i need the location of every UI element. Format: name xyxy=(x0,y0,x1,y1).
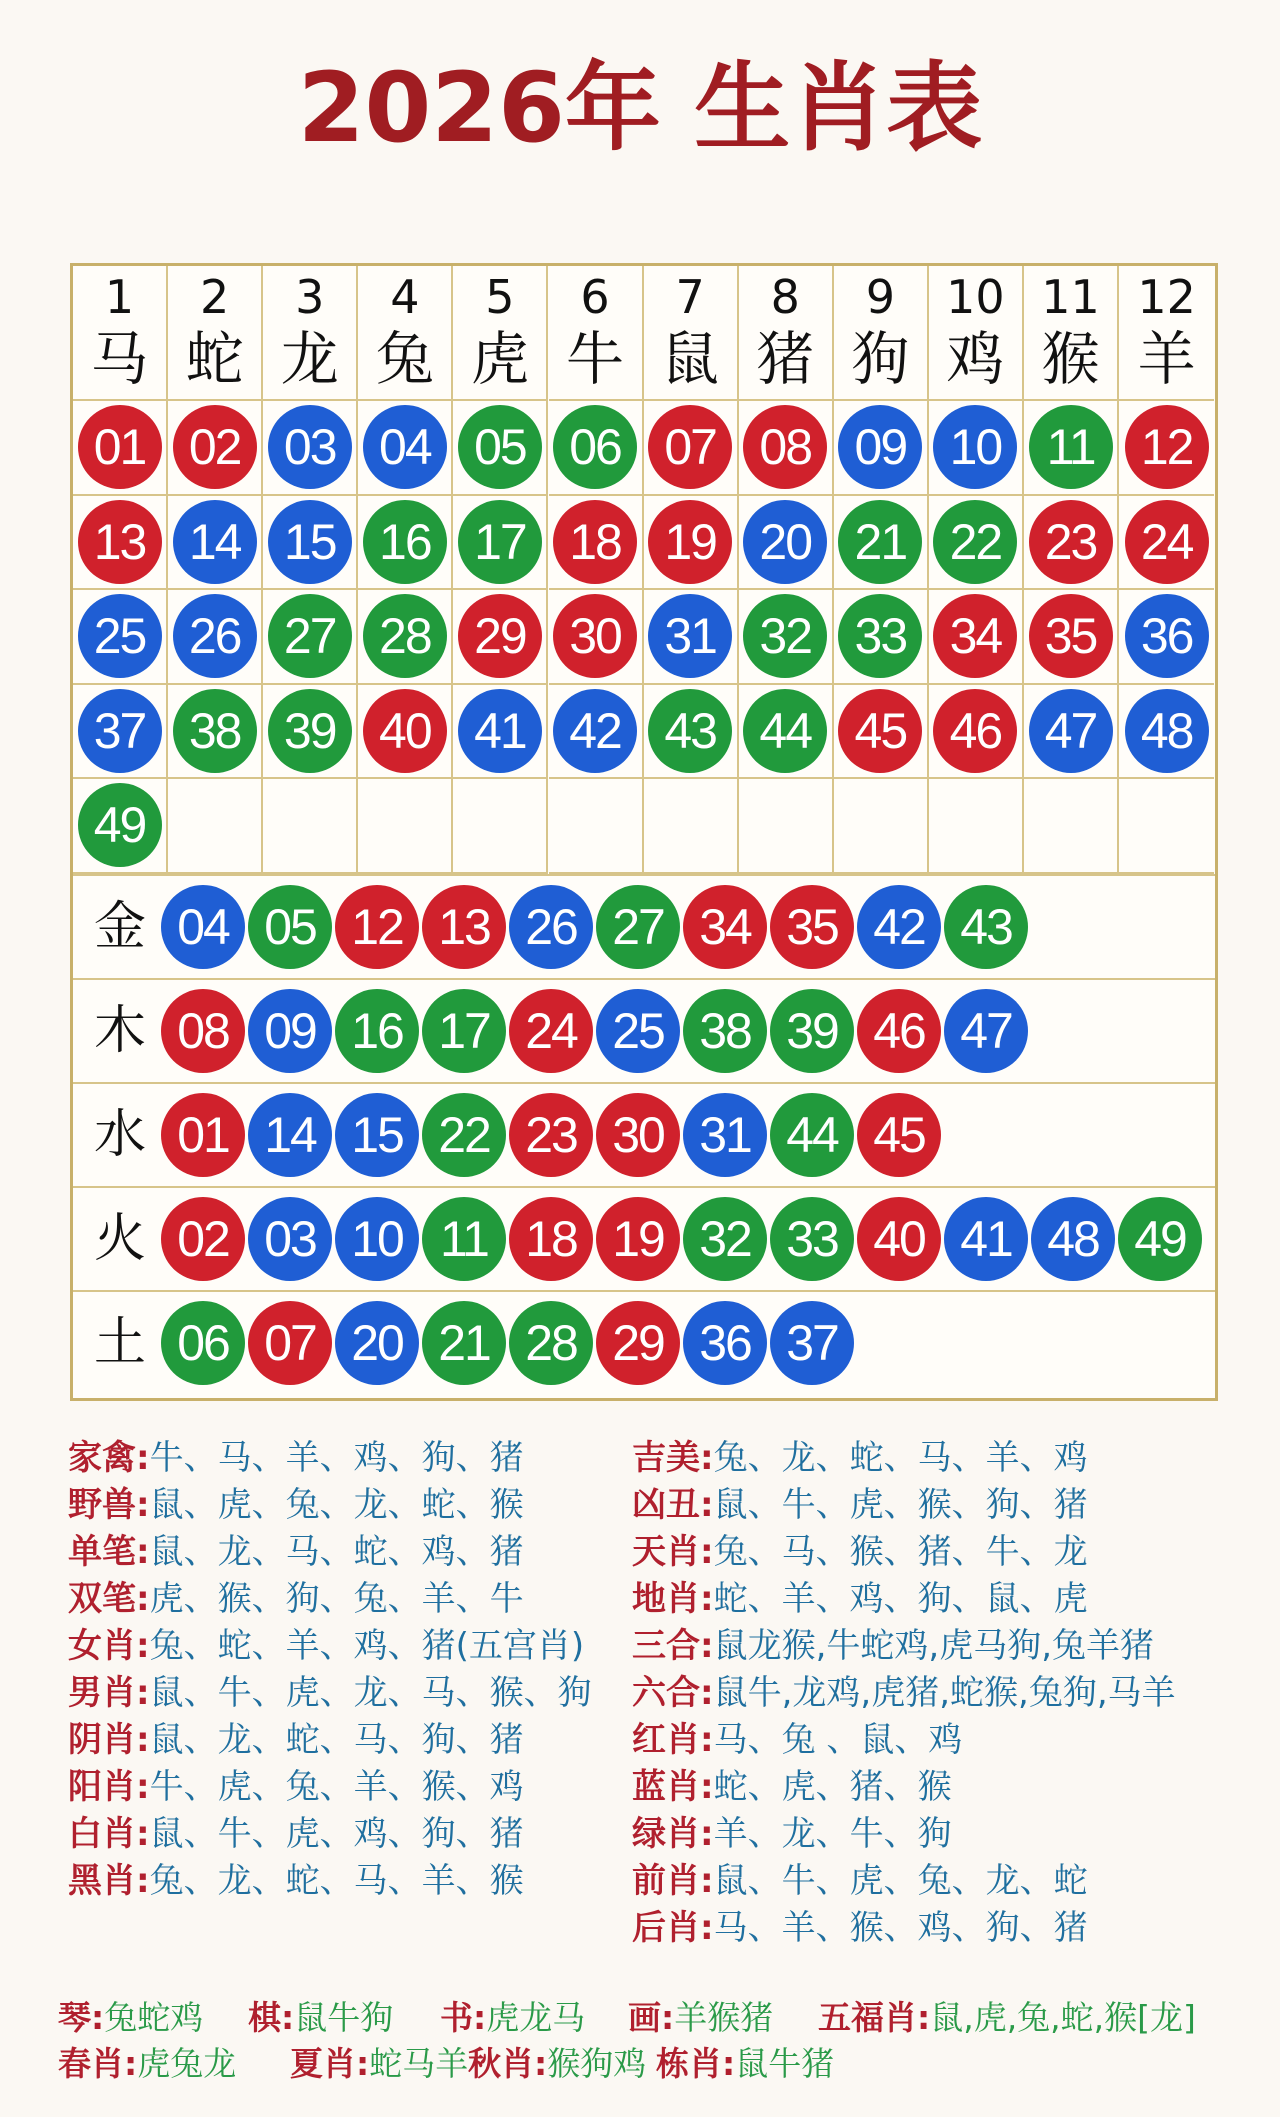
number-ball: 03 xyxy=(268,405,352,489)
number-ball: 32 xyxy=(743,594,827,678)
number-ball: 11 xyxy=(1029,405,1113,489)
zodiac-number: 7 xyxy=(675,270,705,324)
zodiac-column-header xyxy=(739,266,834,401)
number-ball: 06 xyxy=(553,405,637,489)
number-ball: 20 xyxy=(335,1301,419,1385)
zodiac-number-cell xyxy=(644,401,739,496)
zodiac-number-cell xyxy=(358,779,453,874)
number-ball: 44 xyxy=(743,689,827,773)
zodiac-number-cell xyxy=(358,590,453,685)
zodiac-number-cell xyxy=(73,685,168,780)
zodiac-number-cell xyxy=(263,401,358,496)
zodiac-name: 龙 xyxy=(280,325,339,393)
number-ball: 01 xyxy=(161,1093,245,1177)
element-row xyxy=(73,1186,1215,1290)
attribute-key: 红肖: xyxy=(632,1720,714,1760)
attribute-value: 虎、猴、狗、兔、羊、牛 xyxy=(149,1579,524,1619)
attribute-value: 兔、蛇、羊、鸡、猪(五宫肖) xyxy=(149,1626,585,1666)
number-ball: 40 xyxy=(857,1197,941,1281)
attribute-value: 兔、龙、蛇、马、羊、猴 xyxy=(149,1861,524,1901)
zodiac-number: 11 xyxy=(1041,270,1100,324)
attribute-value: 兔、龙、蛇、马、羊、鸡 xyxy=(713,1438,1088,1478)
number-ball: 19 xyxy=(596,1197,680,1281)
number-ball: 39 xyxy=(770,989,854,1073)
zodiac-column-header xyxy=(358,266,453,401)
zodiac-column-header xyxy=(1119,266,1214,401)
zodiac-number-cell xyxy=(739,401,834,496)
number-ball: 14 xyxy=(173,500,257,584)
zodiac-number-cell xyxy=(644,685,739,780)
number-ball: 35 xyxy=(770,885,854,969)
number-ball: 27 xyxy=(268,594,352,678)
attribute-key: 凶丑: xyxy=(632,1485,714,1525)
number-ball: 12 xyxy=(1125,405,1209,489)
number-ball: 49 xyxy=(1118,1197,1202,1281)
zodiac-number-cell xyxy=(453,685,548,780)
number-ball: 02 xyxy=(173,405,257,489)
number-ball: 23 xyxy=(1029,500,1113,584)
number-ball: 02 xyxy=(161,1197,245,1281)
number-ball: 15 xyxy=(268,500,352,584)
zodiac-number-cell xyxy=(1119,590,1214,685)
number-ball: 25 xyxy=(78,594,162,678)
zodiac-number-cell xyxy=(263,496,358,591)
number-ball: 43 xyxy=(944,885,1028,969)
attribute-line xyxy=(68,1623,584,1670)
number-ball: 46 xyxy=(933,689,1017,773)
number-ball: 30 xyxy=(553,594,637,678)
number-ball: 09 xyxy=(248,989,332,1073)
zodiac-number-cell xyxy=(358,685,453,780)
attribute-value: 鼠、牛、虎、兔、龙、蛇 xyxy=(713,1861,1088,1901)
zodiac-name: 羊 xyxy=(1137,325,1196,393)
zodiac-number-cell xyxy=(834,496,929,591)
number-ball: 29 xyxy=(458,594,542,678)
group-value: 猴狗鸡 xyxy=(547,2044,647,2083)
number-ball: 21 xyxy=(422,1301,506,1385)
zodiac-number-cell xyxy=(739,590,834,685)
group-key: 画: xyxy=(628,1998,675,2037)
zodiac-number-cell xyxy=(1024,779,1119,874)
number-ball: 38 xyxy=(173,689,257,773)
zodiac-number-cell xyxy=(453,590,548,685)
number-ball: 16 xyxy=(363,500,447,584)
zodiac-number-cell xyxy=(73,401,168,496)
zodiac-number: 4 xyxy=(390,270,420,324)
group-line xyxy=(58,1996,203,2040)
number-ball: 34 xyxy=(683,885,767,969)
number-ball: 48 xyxy=(1031,1197,1115,1281)
zodiac-number: 5 xyxy=(485,270,515,324)
attribute-key: 后肖: xyxy=(632,1908,714,1948)
zodiac-number-cell xyxy=(929,496,1024,591)
zodiac-number-cell xyxy=(1119,779,1214,874)
attribute-line xyxy=(632,1717,962,1764)
attribute-line xyxy=(68,1435,524,1482)
attribute-line xyxy=(632,1858,1088,1905)
zodiac-number-cell xyxy=(739,779,834,874)
attribute-key: 六合: xyxy=(632,1673,714,1713)
zodiac-column-header xyxy=(929,266,1024,401)
zodiac-number-cell xyxy=(453,496,548,591)
number-ball: 19 xyxy=(648,500,732,584)
zodiac-name: 鼠 xyxy=(661,325,720,393)
number-ball: 07 xyxy=(248,1301,332,1385)
attribute-key: 黑肖: xyxy=(68,1861,150,1901)
element-row xyxy=(73,1290,1215,1394)
zodiac-number: 10 xyxy=(946,270,1005,324)
zodiac-number-cell xyxy=(1024,496,1119,591)
number-ball: 42 xyxy=(857,885,941,969)
zodiac-number: 2 xyxy=(200,270,230,324)
group-key: 书: xyxy=(440,1998,487,2037)
number-ball: 28 xyxy=(509,1301,593,1385)
number-ball: 31 xyxy=(683,1093,767,1177)
attribute-value: 鼠、龙、马、蛇、鸡、猪 xyxy=(149,1532,524,1572)
group-value: 蛇马羊 xyxy=(369,2044,469,2083)
zodiac-number-cell xyxy=(358,496,453,591)
number-ball: 33 xyxy=(838,594,922,678)
number-ball: 13 xyxy=(422,885,506,969)
zodiac-name: 蛇 xyxy=(185,325,244,393)
number-ball: 32 xyxy=(683,1197,767,1281)
element-label: 木 xyxy=(93,1000,146,1061)
number-ball: 20 xyxy=(743,500,827,584)
number-ball: 18 xyxy=(553,500,637,584)
group-key: 五福肖: xyxy=(818,1998,931,2037)
attribute-value: 牛、虎、兔、羊、猴、鸡 xyxy=(149,1767,524,1807)
zodiac-column-header xyxy=(834,266,929,401)
attribute-line xyxy=(68,1764,524,1811)
group-line xyxy=(248,1996,393,2040)
number-ball: 05 xyxy=(458,405,542,489)
zodiac-number-cell xyxy=(549,496,644,591)
zodiac-number-cell xyxy=(1119,401,1214,496)
zodiac-name: 鸡 xyxy=(946,325,1005,393)
attribute-key: 女肖: xyxy=(68,1626,150,1666)
number-ball: 17 xyxy=(422,989,506,1073)
group-value: 鼠牛狗 xyxy=(294,1998,394,2037)
attribute-key: 绿肖: xyxy=(632,1814,714,1854)
zodiac-name: 马 xyxy=(90,325,149,393)
zodiac-number-cell xyxy=(644,590,739,685)
number-ball: 35 xyxy=(1029,594,1113,678)
group-line xyxy=(440,1996,585,2040)
attribute-value: 蛇、羊、鸡、狗、鼠、虎 xyxy=(713,1579,1088,1619)
number-ball: 11 xyxy=(422,1197,506,1281)
attribute-line xyxy=(68,1576,524,1623)
group-line xyxy=(656,2042,834,2086)
group-value: 兔蛇鸡 xyxy=(104,1998,204,2037)
zodiac-column-header xyxy=(73,266,168,401)
number-ball: 40 xyxy=(363,689,447,773)
group-line xyxy=(628,1996,773,2040)
number-ball: 04 xyxy=(363,405,447,489)
attribute-value: 鼠牛,龙鸡,虎猪,蛇猴,兔狗,马羊 xyxy=(713,1673,1176,1713)
zodiac-number-cell xyxy=(263,590,358,685)
number-ball: 43 xyxy=(648,689,732,773)
number-ball: 26 xyxy=(509,885,593,969)
zodiac-number-cell xyxy=(1119,685,1214,780)
zodiac-number-cell xyxy=(929,401,1024,496)
zodiac-number-cell xyxy=(453,779,548,874)
element-row xyxy=(73,978,1215,1082)
number-ball: 21 xyxy=(838,500,922,584)
group-line xyxy=(58,2042,236,2086)
zodiac-name: 牛 xyxy=(566,325,625,393)
number-ball: 28 xyxy=(363,594,447,678)
attribute-value: 马、羊、猴、鸡、狗、猪 xyxy=(713,1908,1088,1948)
zodiac-number-cell xyxy=(1119,496,1214,591)
attribute-key: 天肖: xyxy=(632,1532,714,1572)
attribute-line xyxy=(68,1529,524,1576)
attribute-value: 羊、龙、牛、狗 xyxy=(713,1814,952,1854)
attribute-line xyxy=(632,1529,1088,1576)
number-ball: 37 xyxy=(770,1301,854,1385)
group-key: 琴: xyxy=(58,1998,105,2037)
zodiac-number-cell xyxy=(549,779,644,874)
zodiac-number-cell xyxy=(739,685,834,780)
zodiac-number-cell xyxy=(168,401,263,496)
page-title: 2026年 生肖表 xyxy=(297,52,983,164)
zodiac-number-cell xyxy=(1024,401,1119,496)
number-ball: 29 xyxy=(596,1301,680,1385)
number-ball: 37 xyxy=(78,689,162,773)
zodiac-number-cell xyxy=(644,496,739,591)
attribute-key: 单笔: xyxy=(68,1532,150,1572)
attribute-key: 阳肖: xyxy=(68,1767,150,1807)
attribute-line xyxy=(632,1576,1088,1623)
attribute-value: 鼠、牛、虎、猴、狗、猪 xyxy=(713,1485,1088,1525)
number-ball: 38 xyxy=(683,989,767,1073)
number-ball: 44 xyxy=(770,1093,854,1177)
group-value: 羊猴猪 xyxy=(674,1998,774,2037)
element-row xyxy=(73,1082,1215,1186)
group-key: 栋肖: xyxy=(656,2044,736,2083)
number-ball: 41 xyxy=(458,689,542,773)
number-ball: 47 xyxy=(944,989,1028,1073)
zodiac-number-cell xyxy=(549,685,644,780)
group-line xyxy=(468,2042,646,2086)
number-ball: 13 xyxy=(78,500,162,584)
element-label: 水 xyxy=(93,1104,146,1165)
zodiac-name: 兔 xyxy=(375,325,434,393)
group-line xyxy=(818,1996,1196,2040)
attribute-key: 阴肖: xyxy=(68,1720,150,1760)
zodiac-number-cell xyxy=(168,779,263,874)
number-ball: 10 xyxy=(335,1197,419,1281)
attribute-line xyxy=(632,1482,1088,1529)
number-ball: 23 xyxy=(509,1093,593,1177)
number-ball: 30 xyxy=(596,1093,680,1177)
attribute-key: 地肖: xyxy=(632,1579,714,1619)
number-ball: 08 xyxy=(743,405,827,489)
attribute-key: 前肖: xyxy=(632,1861,714,1901)
group-key: 夏肖: xyxy=(290,2044,370,2083)
number-ball: 07 xyxy=(648,405,732,489)
element-row xyxy=(73,874,1215,978)
zodiac-number-cell xyxy=(73,496,168,591)
group-value: 虎兔龙 xyxy=(137,2044,237,2083)
zodiac-name: 狗 xyxy=(851,325,910,393)
zodiac-number-cell xyxy=(644,779,739,874)
number-ball: 46 xyxy=(857,989,941,1073)
zodiac-number: 8 xyxy=(770,270,800,324)
number-ball: 41 xyxy=(944,1197,1028,1281)
number-ball: 24 xyxy=(509,989,593,1073)
attribute-line xyxy=(632,1435,1088,1482)
zodiac-table xyxy=(70,263,1218,1401)
number-ball: 05 xyxy=(248,885,332,969)
number-ball: 45 xyxy=(838,689,922,773)
attribute-value: 鼠、牛、虎、龙、马、猴、狗 xyxy=(149,1673,592,1713)
attribute-key: 男肖: xyxy=(68,1673,150,1713)
number-ball: 18 xyxy=(509,1197,593,1281)
attribute-value: 鼠、虎、兔、龙、蛇、猴 xyxy=(149,1485,524,1525)
zodiac-number-cell xyxy=(834,590,929,685)
zodiac-number-cell xyxy=(263,779,358,874)
zodiac-column-header xyxy=(549,266,644,401)
number-ball: 09 xyxy=(838,405,922,489)
attribute-key: 白肖: xyxy=(68,1814,150,1854)
attribute-value: 鼠、龙、蛇、马、狗、猪 xyxy=(149,1720,524,1760)
zodiac-number: 3 xyxy=(295,270,325,324)
number-ball: 15 xyxy=(335,1093,419,1177)
group-key: 秋肖: xyxy=(468,2044,548,2083)
zodiac-number-cell xyxy=(1024,590,1119,685)
number-ball: 06 xyxy=(161,1301,245,1385)
group-key: 春肖: xyxy=(58,2044,138,2083)
group-value: 鼠,虎,兔,蛇,猴[龙] xyxy=(930,1998,1196,2037)
attribute-value: 兔、马、猴、猪、牛、龙 xyxy=(713,1532,1088,1572)
attribute-line xyxy=(68,1858,524,1905)
zodiac-number: 12 xyxy=(1137,270,1196,324)
attribute-line xyxy=(632,1623,1154,1670)
zodiac-number-cell xyxy=(834,779,929,874)
zodiac-name: 猴 xyxy=(1041,325,1100,393)
number-ball: 27 xyxy=(596,885,680,969)
number-ball: 39 xyxy=(268,689,352,773)
attribute-line xyxy=(68,1670,592,1717)
number-ball: 47 xyxy=(1029,689,1113,773)
zodiac-column-header xyxy=(1024,266,1119,401)
number-ball: 25 xyxy=(596,989,680,1073)
zodiac-number-cell xyxy=(453,401,548,496)
number-ball: 22 xyxy=(933,500,1017,584)
zodiac-number-cell xyxy=(168,590,263,685)
zodiac-number-cell xyxy=(168,685,263,780)
zodiac-number-cell xyxy=(549,590,644,685)
number-ball: 12 xyxy=(335,885,419,969)
number-ball: 01 xyxy=(78,405,162,489)
group-value: 虎龙马 xyxy=(486,1998,586,2037)
number-ball: 33 xyxy=(770,1197,854,1281)
zodiac-number-cell xyxy=(73,590,168,685)
number-ball: 16 xyxy=(335,989,419,1073)
zodiac-number: 9 xyxy=(865,270,895,324)
attribute-line xyxy=(632,1670,1176,1717)
zodiac-column-header xyxy=(168,266,263,401)
attribute-line xyxy=(632,1905,1088,1952)
number-ball: 26 xyxy=(173,594,257,678)
attribute-key: 野兽: xyxy=(68,1485,150,1525)
attribute-key: 三合: xyxy=(632,1626,714,1666)
zodiac-number-cell xyxy=(549,401,644,496)
attribute-key: 吉美: xyxy=(632,1438,714,1478)
element-label: 土 xyxy=(93,1312,146,1373)
zodiac-column-header xyxy=(644,266,739,401)
zodiac-name: 虎 xyxy=(470,325,529,393)
number-ball: 17 xyxy=(458,500,542,584)
zodiac-number-cell xyxy=(834,401,929,496)
zodiac-number-cell xyxy=(929,685,1024,780)
zodiac-number-cell xyxy=(73,779,168,874)
group-value: 鼠牛猪 xyxy=(735,2044,835,2083)
zodiac-number: 1 xyxy=(104,270,135,324)
zodiac-number-cell xyxy=(263,685,358,780)
number-ball: 10 xyxy=(933,405,1017,489)
zodiac-number-cell xyxy=(739,496,834,591)
number-ball: 03 xyxy=(248,1197,332,1281)
zodiac-number-cell xyxy=(929,779,1024,874)
element-label: 金 xyxy=(93,896,146,957)
attribute-line xyxy=(632,1764,952,1811)
zodiac-number-cell xyxy=(1024,685,1119,780)
element-label: 火 xyxy=(93,1208,146,1269)
zodiac-number-cell xyxy=(358,401,453,496)
attribute-key: 双笔: xyxy=(68,1579,150,1619)
attribute-value: 鼠、牛、虎、鸡、狗、猪 xyxy=(149,1814,524,1854)
number-ball: 36 xyxy=(1125,594,1209,678)
zodiac-number-cell xyxy=(929,590,1024,685)
number-ball: 14 xyxy=(248,1093,332,1177)
number-ball: 48 xyxy=(1125,689,1209,773)
number-ball: 45 xyxy=(857,1093,941,1177)
zodiac-number: 6 xyxy=(580,270,610,324)
zodiac-name: 猪 xyxy=(756,325,815,393)
attribute-key: 蓝肖: xyxy=(632,1767,714,1807)
zodiac-column-header xyxy=(263,266,358,401)
zodiac-number-cell xyxy=(168,496,263,591)
number-ball: 36 xyxy=(683,1301,767,1385)
number-ball: 08 xyxy=(161,989,245,1073)
number-ball: 34 xyxy=(933,594,1017,678)
group-key: 棋: xyxy=(248,1998,295,2037)
attribute-line xyxy=(68,1717,524,1764)
attribute-value: 蛇、虎、猪、猴 xyxy=(713,1767,952,1807)
number-ball: 49 xyxy=(78,783,162,867)
zodiac-column-header xyxy=(453,266,548,401)
attribute-line xyxy=(68,1482,524,1529)
group-line xyxy=(290,2042,468,2086)
number-ball: 04 xyxy=(161,885,245,969)
number-ball: 22 xyxy=(422,1093,506,1177)
zodiac-number-cell xyxy=(834,685,929,780)
attribute-line xyxy=(632,1811,952,1858)
attribute-value: 鼠龙猴,牛蛇鸡,虎马狗,兔羊猪 xyxy=(713,1626,1155,1666)
number-ball: 31 xyxy=(648,594,732,678)
attribute-key: 家禽: xyxy=(68,1438,150,1478)
attribute-value: 马、兔 、鼠、鸡 xyxy=(713,1720,963,1760)
number-ball: 24 xyxy=(1125,500,1209,584)
number-ball: 42 xyxy=(553,689,637,773)
attribute-value: 牛、马、羊、鸡、狗、猪 xyxy=(149,1438,524,1478)
attribute-line xyxy=(68,1811,524,1858)
